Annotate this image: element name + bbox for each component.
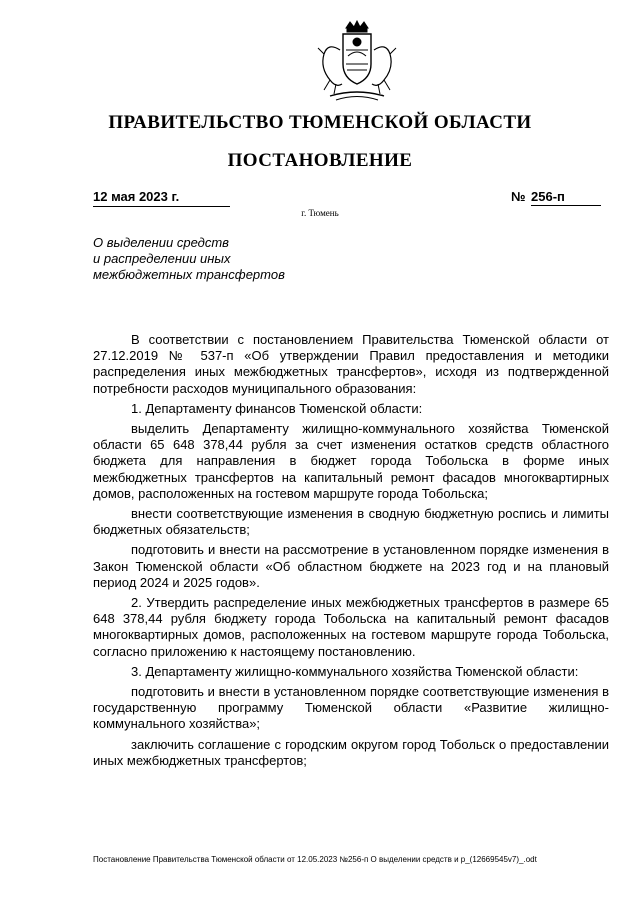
document-type: ПОСТАНОВЛЕНИЕ (227, 150, 413, 171)
preamble-paragraph: В соответствии с постановлением Правительства Тюменской области от 27.12.2019 № 537-п «Об утверждении Правил предоставления и методики распределения иных межбюджетных трансфертов», исходя из подтвержденной потребности расходов муниципального образования: (93, 332, 609, 396)
subject-line: межбюджетных трансфертов (93, 267, 285, 282)
number-value: 256-п (531, 190, 601, 206)
body-paragraph: выделить Департаменту жилищно-коммунального хозяйства Тюменской области 65 648 378,44 рубля за счет изменения остатков средств областного бюджета для направления в бюджет города Тобольска в форме иных межбюджетных трансфертов на капитальный ремонт фасадов многоквартирных домов, расположенных на гостевом маршруте города Тобольска; (93, 421, 609, 501)
item-2-paragraph: 2. Утвердить распределение иных межбюджетных трансфертов в размере 65 648 378,44 рубля бюджету города Тобольска на капитальный ремонт фасадов многоквартирных домов, расположенных на гостевом маршруте города Тобольска, согласно приложению к настоящему постановлению. (93, 595, 609, 659)
body-paragraph: подготовить и внести на рассмотрение в установленном порядке изменения в Закон Тюменской области «Об областном бюджете на 2023 год и на плановый период 2024 и 2025 годов». (93, 542, 609, 590)
number-sign: № (511, 189, 526, 204)
subject-line: и распределении иных (93, 251, 231, 266)
government-title: ПРАВИТЕЛЬСТВО ТЮМЕНСКОЙ ОБЛАСТИ (108, 112, 532, 133)
body-paragraph: подготовить и внести в установленном порядке соответствующие изменения в государственную программу Тюменской области «Развитие жилищно-коммунального хозяйства»; (93, 684, 609, 732)
item-1-heading: 1. Департаменту финансов Тюменской области: (131, 400, 423, 416)
city-label: г. Тюмень (301, 208, 339, 218)
document-body (93, 332, 609, 769)
document-date: 12 мая 2023 г. (93, 190, 230, 207)
subject-line: О выделении средств (93, 235, 229, 250)
body-paragraph: заключить соглашение с городским округом город Тобольск о предоставлении иных межбюджетных трансфертов; (93, 736, 609, 768)
document-number (511, 190, 605, 206)
coat-of-arms-emblem (310, 20, 404, 102)
body-paragraph: внести соответствующие изменения в сводную бюджетную роспись и лимиты бюджетных обязательств; (93, 506, 609, 538)
document-footer: Постановление Правительства Тюменской области от 12.05.2023 №256-п О выделении средств и р_(12669545v7)_.odt (93, 855, 537, 864)
document-subject (93, 235, 353, 283)
item-3-heading: 3. Департаменту жилищно-коммунального хозяйства Тюменской области: (131, 663, 579, 679)
